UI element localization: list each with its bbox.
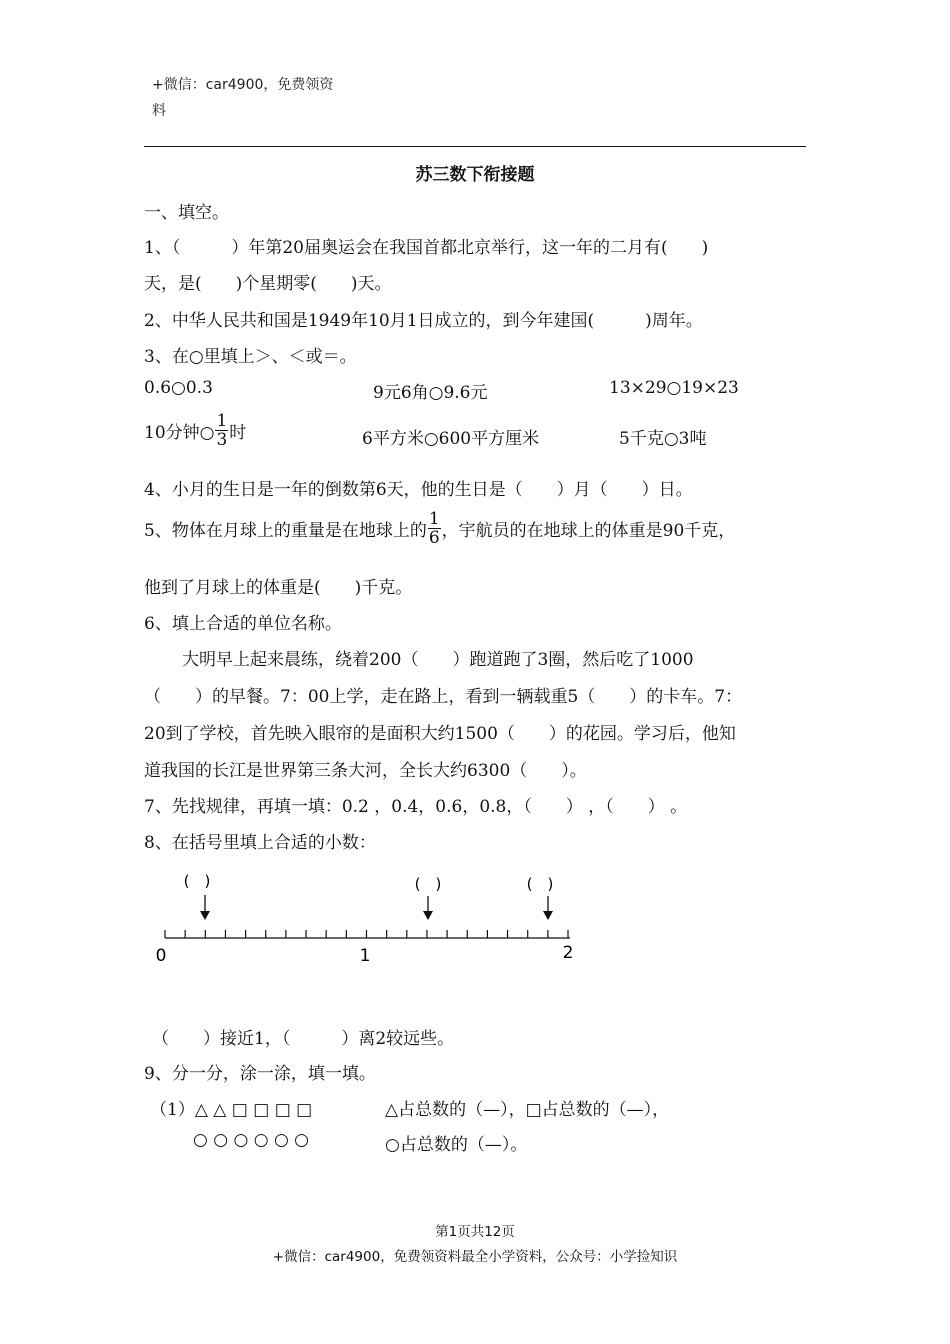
label-1: 1 (359, 946, 371, 966)
arrow-down-icon (200, 895, 210, 920)
arrow-down-icon (423, 896, 433, 920)
question-3-item-6: 5千克○3吨 (619, 429, 707, 449)
question-1-line-2: 天，是( )个星期零( )天。 (144, 274, 392, 294)
question-6-line-2: （ ）的早餐。7：00上学，走在路上，看到一辆载重5（ ）的卡车。7： (144, 687, 743, 707)
fraction-one-third (215, 412, 228, 449)
label-2: 2 (562, 943, 574, 963)
page-title: 苏三数下衔接题 (415, 165, 535, 185)
label-0: 0 (155, 946, 167, 966)
item-4-suffix: 时 (229, 423, 247, 443)
bracket-3: ( ) (526, 875, 554, 893)
bracket-1: ( ) (183, 872, 211, 890)
fraction-numerator: 1 (216, 411, 228, 431)
question-8-answer-line: （ ）接近1，（ ）离2较远些。 (152, 1029, 455, 1049)
item-4-prefix: 10分钟○ (144, 423, 215, 443)
question-3-item-3: 13×29○19×23 (609, 378, 739, 398)
question-3-intro: 3、在○里填上＞、＜或＝。 (144, 347, 357, 367)
question-5-line-1 (144, 510, 735, 547)
fraction-denominator: 3 (216, 430, 228, 450)
page-number: 第1页共12页 (435, 1224, 515, 1240)
question-9-text-1: △占总数的（—），□占总数的（—）， (385, 1100, 670, 1120)
question-4: 4、小月的生日是一年的倒数第6天，他的生日是（ ）月（ ）日。 (144, 480, 693, 500)
fraction-denominator: 6 (428, 528, 440, 548)
axis-ticks (165, 930, 568, 938)
question-9-intro: 9、分一分，涂一涂，填一填。 (144, 1064, 376, 1084)
arrow-down-icon (543, 896, 553, 920)
question-9-shapes-2: ○ ○ ○ ○ ○ ○ (193, 1130, 310, 1150)
footer-note: +微信：car4900，免费领资料最全小学资料，公众号：小学捡知识 (272, 1249, 678, 1265)
question-9-text-2: ○占总数的（—）。 (385, 1135, 528, 1155)
question-6-line-4: 道我国的长江是世界第三条大河，全长大约6300（ ）。 (144, 761, 587, 781)
header-line-1: +微信：car4900，免费领资 (152, 77, 334, 93)
question-9-shapes-1: （1）△ △ □ □ □ □ (150, 1100, 313, 1120)
bracket-2: ( ) (414, 875, 442, 893)
section-heading: 一、填空。 (144, 203, 229, 223)
question-3-item-4 (144, 412, 246, 449)
question-3-item-5: 6平方米○600平方厘米 (362, 429, 540, 449)
number-line (140, 860, 600, 975)
question-2: 2、中华人民共和国是1949年10月1日成立的，到今年建国( )周年。 (144, 311, 703, 331)
question-6-line-1: 大明早上起来晨练，绕着200（ ）跑道跑了3圈，然后吃了1000 (182, 650, 694, 670)
question-3-item-2: 9元6角○9.6元 (373, 383, 488, 403)
question-5-prefix: 5、物体在月球上的重量是在地球上的 (144, 521, 427, 541)
question-5-line-2: 他到了月球上的体重是( )千克。 (144, 578, 413, 598)
fraction-numerator: 1 (428, 509, 440, 529)
header-line-2: 料 (152, 103, 166, 119)
question-3-item-1: 0.6○0.3 (144, 378, 213, 398)
question-7: 7、先找规律，再填一填：0.2 ，0.4，0.6，0.8，（ ） ，（ ） 。 (144, 797, 688, 817)
question-5-suffix: ，宇航员的在地球上的体重是90千克， (441, 521, 736, 541)
question-8-intro: 8、在括号里填上合适的小数： (144, 833, 376, 853)
question-1-line-1: 1、（ ）年第20届奥运会在我国首都北京举行，这一年的二月有( ) (144, 238, 709, 258)
question-6-line-3: 20到了学校，首先映入眼帘的是面积大约1500（ ）的花园。学习后，他知 (144, 724, 736, 744)
fraction-one-sixth (428, 510, 441, 547)
header-rule (144, 146, 806, 147)
question-6-intro: 6、填上合适的单位名称。 (144, 614, 342, 634)
